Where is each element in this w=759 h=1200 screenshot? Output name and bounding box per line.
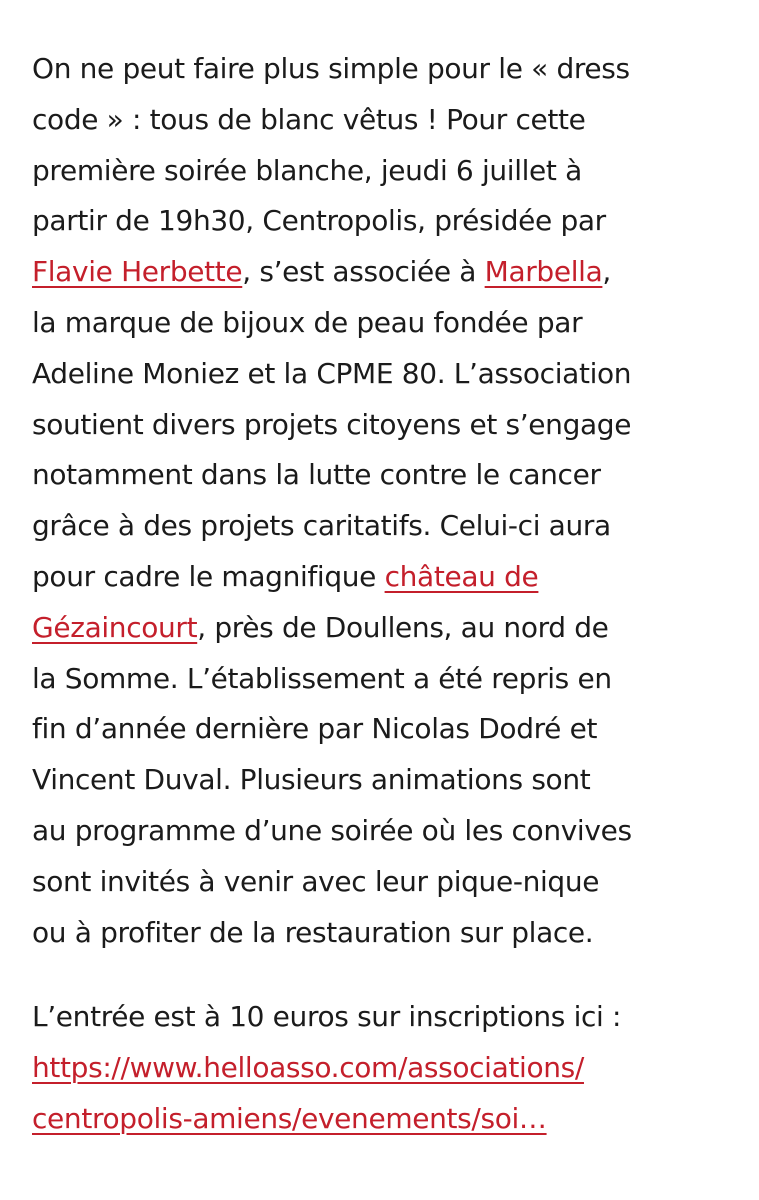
text-line: sont invités à venir avec leur pique-nique: [32, 864, 600, 898]
text-line: soutient divers projets citoyens et s’engage: [32, 407, 632, 441]
text-line: [32, 1094, 732, 1145]
text-line: première soirée blanche, jeudi 6 juillet à: [32, 153, 582, 187]
text-line: [32, 247, 732, 298]
text-line: la Somme. L’établissement a été repris en: [32, 661, 612, 695]
link-flavie-herbette[interactable]: Flavie Herbette: [32, 255, 243, 289]
text-line: On ne peut faire plus simple pour le « dress: [32, 52, 630, 85]
text-line: [32, 603, 732, 654]
article-body: [32, 44, 732, 1145]
text-line: Vincent Duval. Plusieurs animations sont: [32, 763, 591, 797]
link-helloasso-registration[interactable]: https://www.helloasso.com/associations/: [32, 1051, 584, 1085]
text-line: code » : tous de blanc vêtus ! Pour cette: [32, 102, 586, 136]
link-marbella[interactable]: Marbella: [484, 255, 603, 289]
paragraph-registration: [32, 992, 732, 1144]
link-chateau-de-gezaincourt-cont[interactable]: Gézaincourt: [32, 610, 198, 644]
link-chateau-de-gezaincourt[interactable]: château de: [384, 559, 539, 593]
text-line: L’entrée est à 10 euros sur inscriptions ici :: [32, 1000, 622, 1034]
link-helloasso-registration-cont[interactable]: centropolis-amiens/evenements/soi…: [32, 1101, 547, 1135]
text-segment: pour cadre le magnifique: [32, 559, 385, 593]
text-line: notamment dans la lutte contre le cancer: [32, 458, 601, 492]
text-line: fin d’année dernière par Nicolas Dodré et: [32, 712, 598, 746]
text-segment: ,: [602, 255, 611, 289]
text-line: [32, 552, 732, 603]
text-line: Adeline Moniez et la CPME 80. L’association: [32, 356, 632, 390]
text-line: [32, 1043, 732, 1094]
text-line: ou à profiter de la restauration sur place.: [32, 915, 594, 949]
text-line: grâce à des projets caritatifs. Celui-ci aura: [32, 509, 611, 543]
text-segment: , s’est associée à: [242, 255, 485, 289]
text-line: au programme d’une soirée où les convives: [32, 813, 632, 847]
paragraph-event-description: [32, 44, 732, 958]
text-segment: , près de Doullens, au nord de: [197, 610, 609, 644]
text-line: la marque de bijoux de peau fondée par: [32, 305, 583, 339]
text-line: partir de 19h30, Centropolis, présidée par: [32, 204, 606, 238]
